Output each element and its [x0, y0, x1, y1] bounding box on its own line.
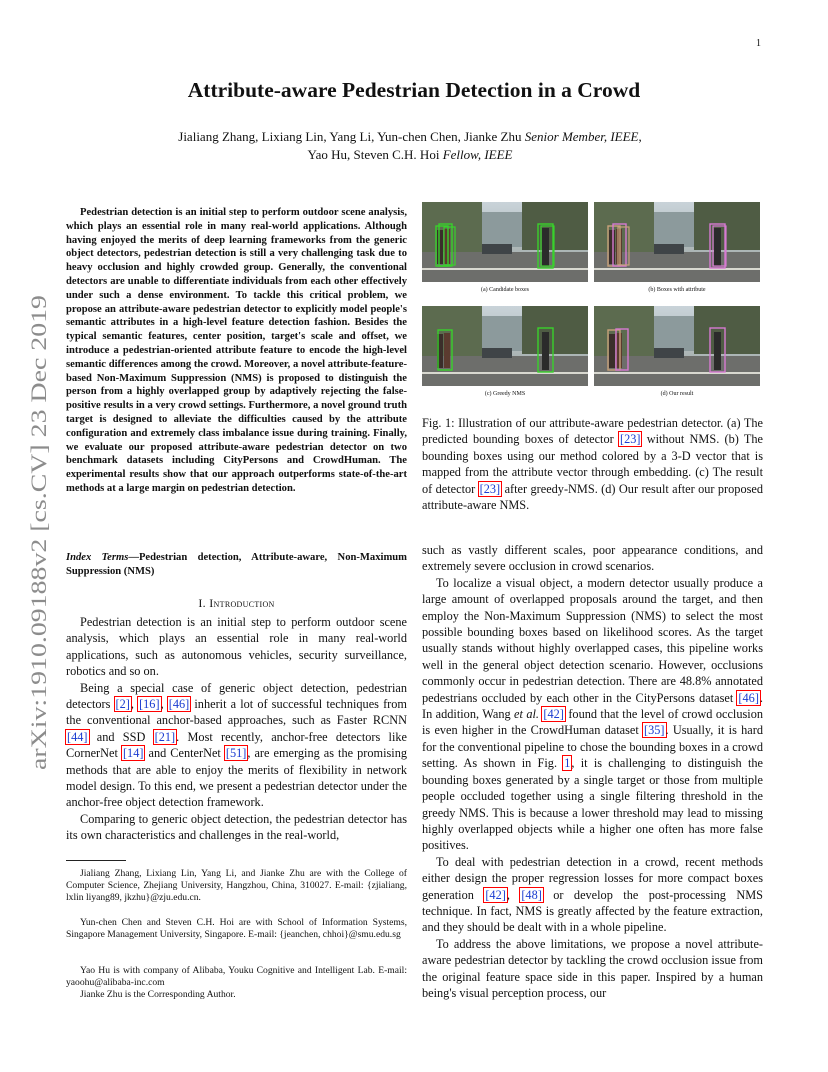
citation-link[interactable]: [14] — [122, 746, 144, 761]
index-terms-text: Pedestrian detection, Attribute-aware, Non-Maximum Suppression (NMS) — [66, 552, 407, 577]
paragraph: Pedestrian detection is an initial step to perform outdoor scene analysis, which plays an essential role in many real-world applications, such as autonomous vehicles, security surveillance, robotics and so on. — [66, 615, 407, 679]
citation-link[interactable]: [51] — [225, 746, 247, 761]
author-line-2: Yao Hu, Steven C.H. Hoi — [307, 147, 440, 162]
citation-link[interactable]: [42] — [485, 887, 506, 902]
figure-link[interactable]: 1 — [564, 756, 571, 771]
citation-link[interactable]: [16] — [139, 697, 160, 712]
paper-title: Attribute-aware Pedestrian Detection in a Crowd — [187, 78, 641, 102]
figure-1 — [422, 202, 763, 404]
body-column-left — [66, 614, 407, 844]
arxiv-stamp-text: arXiv:1910.09188v2 [cs.CV] 23 Dec 2019 — [26, 394, 51, 770]
figure-panel-boxes-with-attribute — [594, 202, 760, 282]
paragraph: Being a special case of generic object detection, pedestrian detectors [2], [16], [46] inherit a lot of successful techniques from the conventional anchor-based approaches, such as Faster RCNN [44] and SSD [21]. Most recently, anchor-free detectors like CornerNet [14] and CenterNet [51], are emerging as the promising methods that are able to enjoy the merits of flexibility in network model design. To this end, we present a pedestrian detector under the anchor-free object detection framework. — [66, 680, 407, 810]
index-terms-label: Index Terms — [66, 552, 129, 563]
footnote-affiliation-smu: Yun-chen Chen and Steven C.H. Hoi are with School of Information Systems, Singapore Management University, Singapore. E-mail: {jeanchen, chhoi}@smu.edu.sg — [66, 917, 407, 940]
figure-caption-label: Fig. 1: — [422, 416, 455, 430]
subcaption-b: (b) Boxes with attribute — [648, 287, 706, 293]
citation-link[interactable]: [35] — [644, 723, 665, 738]
paragraph: To address the above limitations, we propose a novel attribute-aware pedestrian detector by tackling the crowd occlusion issue from the original feature space side in this paper. Inspired by a human being's visual perception process, our — [422, 936, 763, 1000]
subcaption-c: (c) Greedy NMS — [484, 391, 526, 397]
footnote-rule — [66, 860, 126, 861]
citation-link[interactable]: [21] — [154, 729, 176, 744]
citation-link[interactable]: [44] — [67, 729, 88, 744]
citation-link[interactable]: [2] — [115, 697, 130, 712]
author-line-1: Jialiang Zhang, Lixiang Lin, Yang Li, Yun-chen Chen, Jianke Zhu — [178, 129, 522, 144]
citation-link[interactable]: [23] — [619, 432, 641, 447]
paragraph: To deal with pedestrian detection in a crowd, recent methods either design the proper regression losses for more compact boxes generation [42], [48] or develop the post-processing NMS technique. In fact, NMS is greatly affected by the feature extraction, and they should be dealt with in a whole pipeline. — [422, 854, 763, 935]
figure-panel-candidate-boxes — [422, 202, 588, 282]
subcaption-d: (d) Our result — [660, 391, 694, 397]
subcaption-a: (a) Candidate boxes — [481, 287, 529, 293]
footnote-affiliation-alibaba: Yao Hu is with company of Alibaba, Youku Cognitive and Intelligent Lab. E-mail: yaoohu@alibaba-inc.com — [66, 965, 407, 988]
paragraph: such as vastly different scales, poor appearance conditions, and extremely severe occlusion in crowd scenarios. — [422, 543, 763, 574]
citation-link[interactable]: [42] — [543, 707, 564, 722]
author-role-2: Fellow, IEEE — [442, 147, 513, 162]
arxiv-stamp — [16, 280, 56, 780]
citation-link[interactable]: [46] — [168, 697, 190, 712]
page-number: 1 — [756, 38, 761, 49]
abstract — [66, 206, 407, 496]
citation-link[interactable]: [48] — [521, 887, 542, 902]
citation-link[interactable]: [46] — [738, 690, 759, 705]
body-column-right — [422, 542, 763, 1001]
section-number: I. — [198, 596, 206, 610]
footnote-affiliation-zju: Jialiang Zhang, Lixiang Lin, Yang Li, and Jianke Zhu are with the College of Computer Science, Zhejiang University, Hangzhou, China, 310027. E-mail: {zjialiang, lxlin liyang89, jkzhu}@zju.edu.cn. — [66, 868, 407, 903]
paragraph: Comparing to generic object detection, the pedestrian detector has its own characteristics and challenges in the real-world, — [66, 811, 407, 843]
author-role-1: Senior Member, IEEE — [524, 129, 639, 144]
section-heading — [66, 596, 407, 611]
footnote-corresponding: Jianke Zhu is the Corresponding Author. — [80, 989, 236, 1000]
figure-panel-our-result — [594, 306, 760, 386]
abstract-text: Pedestrian detection is an initial step to perform outdoor scene analysis, which plays an essential role in many real-world applications. Although having enjoyed the merits of deep learning frameworks from the generic object detectors, pedestrian detection is still a very challenging task due to heavy occlusion and highly crowded group. Generally, the conventional detectors are unable to differentiate individuals from each other effectively under such a dense environment. To tackle this critical problem, we propose an attribute-aware pedestrian detector to explicitly model people's semantic attributes in a high-level feature detection fashion. Besides the typical semantic features, center position, target's scale and offset, we introduce a pedestrian-oriented attribute feature to encode the high-level semantic differences among the crowd. Moreover, a novel attribute-feature-based Non-Maximum Suppression (NMS) is proposed to distinguish the person from a highly overlapped group by adaptively rejecting the false-positive results in a very crowd settings. Furthermore, a novel ground truth target is designed to alleviate the difficulties caused by the attribute configuration and extremely class imbalance issue during training. Finally, we evaluate our proposed attribute-aware pedestrian detector on two benchmark datasets including CityPersons and CrowdHuman. The experimental results show that our approach outperforms state-of-the-art methods at a large margin on pedestrian detection. — [66, 207, 407, 494]
figure-panel-greedy-nms — [422, 306, 588, 386]
author-block: Jialiang Zhang, Lixiang Lin, Yang Li, Yun-chen Chen, Jianke Zhu Senior Member, IEEE, Yao Hu, Steven C.H. Hoi Fellow, IEEE — [178, 129, 642, 162]
citation-link[interactable]: [23] — [479, 481, 501, 496]
figure-caption: Fig. 1: Illustration of our attribute-aware pedestrian detector. (a) The predicted bounding boxes of detector [23] without NMS. (b) The bounding boxes using our method colored by a 3-D vector that is mapped from the attribute vector through embedding. (c) The result of detector [23] after greedy-NMS. (d) Our result after our proposed attribute-aware NMS. — [422, 416, 763, 513]
paragraph: To localize a visual object, a modern detector usually produce a large amount of overlapped proposals around the target, and then employ the Non-Maximum Suppression (NMS) to select the most possible bounding boxes based on likelihood scores. As the target usually stands without highly overlapped cases, this pipeline works well in the general object detection scenario. However, occlusions commonly occur in pedestrian detection. There are 48.8% annotated pedestrians occluded by each other in the CityPersons dataset [46]. In addition, Wang et al. [42] found that the level of crowd occlusion is even higher in the CrowdHuman dataset [35]. Usually, it is hard for the conventional pipeline to chose the bounding boxes in a crowd setting. As shown in Fig. 1, it is challenging to distinguish the bounding boxes generated by a single target or those from multiple people occluded together using a single filtering threshold in the greedy NMS. This is because a lower threshold may lead to missing highly overlapped objects while a higher one often has more false positives. — [422, 575, 764, 853]
index-terms: Index Terms—Pedestrian detection, Attribute-aware, Non-Maximum Suppression (NMS) — [66, 552, 407, 577]
section-title: Introduction — [209, 596, 275, 610]
